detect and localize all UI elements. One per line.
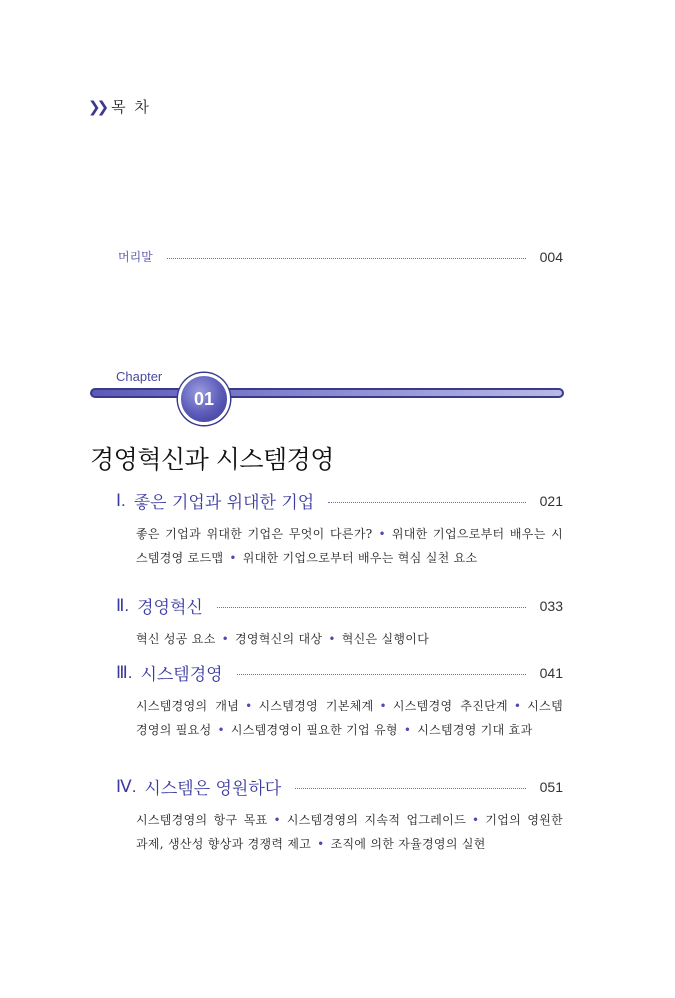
section-description	[116, 522, 563, 570]
section-item: 시스템경영의 항구 목표	[136, 813, 268, 827]
section-number: Ⅱ.	[116, 595, 130, 615]
section-item: 시스템경영 기대 효과	[417, 723, 533, 737]
section-number: Ⅳ.	[116, 776, 137, 796]
bullet-icon: •	[378, 527, 386, 541]
bullet-icon: •	[513, 699, 522, 713]
chapter-number-badge: 01	[178, 373, 230, 425]
section-item: 시스템경영 추진단계	[392, 699, 508, 713]
section-heading	[116, 593, 563, 618]
section-title: 시스템은 영원하다	[144, 779, 282, 799]
section-item: 경영혁신의 대상	[234, 632, 323, 646]
section-item: 위대한 기업으로부터 배우는 혁심 실천 요소	[242, 551, 478, 565]
bullet-icon: •	[328, 632, 336, 646]
section-item: 시스템경영의 지속적 업그레이드	[286, 813, 466, 827]
section-description	[116, 694, 563, 742]
leader-dots	[295, 788, 525, 789]
preface-page-number: 004	[539, 248, 563, 265]
leader-dots	[237, 674, 526, 675]
section-heading	[116, 488, 563, 513]
leader-dots	[217, 607, 526, 608]
bullet-icon: •	[229, 551, 237, 565]
section-item: 시스템경영 기본체계	[258, 699, 374, 713]
bullet-icon: •	[379, 699, 387, 713]
section-heading	[116, 660, 563, 685]
section-item: 혁신 성공 요소	[136, 632, 216, 646]
bullet-icon: •	[403, 723, 412, 737]
section-heading	[116, 774, 563, 799]
toc-title: 목 차	[111, 98, 151, 116]
section-item: 기업의 영원한 과제, 생산성 향상과 경쟁력 제고	[136, 813, 564, 851]
toc-section-2[interactable]	[116, 593, 563, 651]
leader-dots	[328, 502, 525, 503]
section-title: 경영혁신	[137, 598, 203, 618]
preface-label: 머리말	[118, 250, 153, 264]
section-number: Ⅲ.	[116, 662, 133, 682]
section-item: 시스템경영의 개념	[136, 699, 240, 713]
bullet-icon: •	[317, 837, 325, 851]
section-page-number: 033	[539, 597, 563, 614]
section-title: 시스템경영	[140, 665, 223, 685]
toc-header	[88, 96, 151, 117]
section-item: 혁신은 실행이다	[341, 632, 430, 646]
toc-entry-preface[interactable]	[118, 248, 563, 265]
section-description	[116, 627, 563, 651]
bullet-icon: •	[221, 632, 229, 646]
section-page-number: 051	[539, 778, 563, 795]
section-item: 시스템경영이 필요한 기업 유형	[230, 723, 398, 737]
toc-section-1[interactable]	[116, 488, 563, 570]
section-item: 시스템경영의 필요성	[136, 699, 563, 737]
chapter-label: Chapter	[116, 369, 163, 384]
chapter-title: 경영혁신과 시스템경영	[90, 445, 334, 474]
bullet-icon: •	[245, 699, 253, 713]
bullet-icon: •	[217, 723, 225, 737]
section-item: 조직에 의한 자율경영의 실현	[330, 837, 486, 851]
toc-section-4[interactable]	[116, 774, 563, 856]
section-page-number: 041	[539, 664, 563, 681]
leader-dots	[167, 258, 526, 259]
section-number: Ⅰ.	[116, 490, 126, 510]
bullet-icon: •	[471, 813, 480, 827]
chapter-bar	[90, 388, 564, 398]
bullet-icon: •	[273, 813, 281, 827]
toc-section-3[interactable]	[116, 660, 563, 742]
section-item: 위대한 기업으로부터 배우는 시스템경영 로드맵	[136, 527, 563, 565]
section-item: 좋은 기업과 위대한 기업은 무엇이 다른가?	[136, 527, 373, 541]
section-description	[116, 808, 563, 856]
double-chevron-icon: ❯❯	[88, 97, 106, 116]
section-title: 좋은 기업과 위대한 기업	[133, 493, 315, 513]
section-page-number: 021	[539, 492, 563, 509]
